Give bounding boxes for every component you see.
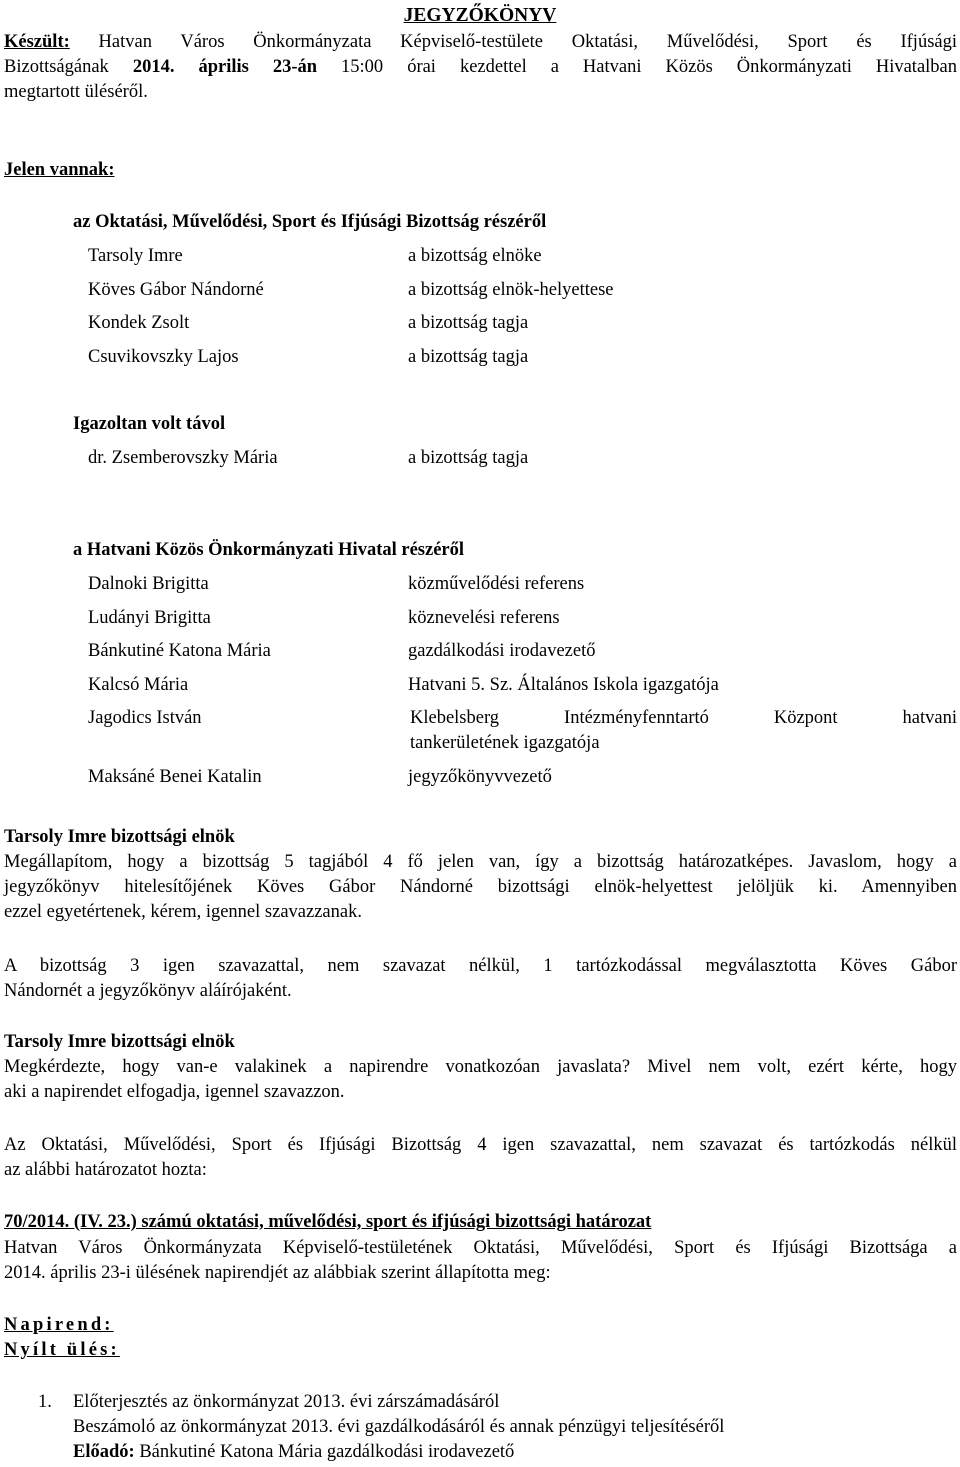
paragraph-3-line: aki a napirendet elfogadja, igennel szavazzon. (4, 1082, 345, 1102)
absent-role: a bizottság tagja (408, 448, 529, 468)
intro-line-1 (4, 30, 957, 55)
document-title: JEGYZŐKÖNYV (403, 5, 557, 26)
intro-text-2b: 15:00 órai kezdettel a Hatvani Közös Önkormányzati Hivatalban (341, 57, 958, 77)
paragraph-2 (4, 954, 957, 1004)
member-role: a bizottság tagja (408, 347, 529, 367)
member-name: Kondek Zsolt (88, 313, 190, 333)
member-role: a bizottság tagja (408, 313, 529, 333)
agenda-item-subtitle: Beszámoló az önkormányzat 2013. évi gazdálkodásáról és annak pénzügyi teljesítéséről (73, 1417, 725, 1437)
intro-line-3: megtartott üléséről. (4, 82, 148, 102)
member-role: a bizottság elnök-helyettese (408, 280, 614, 300)
office-member-name: Ludányi Brigitta (88, 608, 211, 628)
speaker-heading: Tarsoly Imre bizottsági elnök (4, 827, 235, 847)
guest-role-line-2: tankerületének igazgatója (410, 733, 600, 753)
intro-text-1: Hatvan Város Önkormányzata Képviselő-testülete Oktatási, Művelődési, Sport és Ifjúsági (98, 32, 957, 52)
paragraph-4-line: Az Oktatási, Művelődési, Sport és Ifjúsági Bizottság 4 igen szavazattal, nem szavazat és tartózkodás nélkül (4, 1135, 957, 1155)
paragraph-4 (4, 1133, 957, 1183)
office-member-name: Dalnoki Brigitta (88, 574, 209, 594)
guest-role (410, 706, 957, 756)
recorder-role: jegyzőkönyvvezető (408, 767, 552, 787)
agenda-item-presenter (73, 1440, 514, 1465)
resolution-line: 2014. április 23-i ülésének napirendjét az alábbiak szerint állapította meg: (4, 1263, 551, 1283)
paragraph-3-line: Megkérdezte, hogy van-e valakinek a napirendre vonatkozóan javaslata? Mivel nem volt, ezért kérte, hogy (4, 1057, 957, 1077)
intro-label: Készült: (4, 32, 70, 52)
presenter-name: Bánkutiné Katona Mária gazdálkodási irodavezető (139, 1442, 515, 1462)
committee-heading: az Oktatási, Művelődési, Sport és Ifjúsági Bizottság részéről (73, 212, 547, 232)
office-member-name: Bánkutiné Katona Mária (88, 641, 271, 661)
paragraph-3 (4, 1055, 957, 1105)
office-member-role: köznevelési referens (408, 608, 560, 628)
member-name: Tarsoly Imre (88, 246, 183, 266)
resolution-text (4, 1236, 957, 1286)
office-member-role: közművelődési referens (408, 574, 585, 594)
resolution-line: Hatvan Város Önkormányzata Képviselő-testületének Oktatási, Művelődési, Sport és Ifjúsági Bizottsága a (4, 1238, 957, 1258)
paragraph-2-line: Nándornét a jegyzőkönyv aláírójaként. (4, 981, 292, 1001)
meeting-date: 2014. április 23-án (132, 57, 318, 77)
paragraph-2-line: A bizottság 3 igen szavazattal, nem szavazat nélkül, 1 tartózkodással megválasztotta Köves Gábor (4, 956, 957, 976)
office-member-role: Hatvani 5. Sz. Általános Iskola igazgatója (408, 675, 719, 695)
speaker-heading: Tarsoly Imre bizottsági elnök (4, 1032, 235, 1052)
paragraph-4-line: az alábbi határozatot hozta: (4, 1160, 207, 1180)
guest-name: Jagodics István (88, 708, 202, 728)
agenda-item-title: Előterjesztés az önkormányzat 2013. évi zárszámadásáról (73, 1392, 500, 1412)
member-name: Köves Gábor Nándorné (88, 280, 264, 300)
paragraph-1 (4, 850, 957, 925)
member-name: Csuvikovszky Lajos (88, 347, 239, 367)
absent-name: dr. Zsemberovszky Mária (88, 448, 278, 468)
presenter-label: Előadó: (73, 1442, 135, 1462)
office-member-name: Kalcsó Mária (88, 675, 189, 695)
agenda-heading: Napirend: (4, 1315, 114, 1335)
paragraph-1-line: jegyzőkönyv hitelesítőjének Köves Gábor Nándorné bizottsági elnök-helyettest jelöljük ki. Amennyiben (4, 877, 957, 897)
intro-paragraph (4, 30, 957, 105)
guest-role-line-1: Klebelsberg Intézményfenntartó Központ hatvani (410, 708, 957, 728)
office-heading: a Hatvani Közös Önkormányzati Hivatal részéről (73, 540, 465, 560)
office-member-role: gazdálkodási irodavezető (408, 641, 596, 661)
paragraph-1-line: ezzel egyetértenek, kérem, igennel szavazzanak. (4, 902, 362, 922)
intro-text-2a: Bizottságának (4, 57, 109, 77)
open-session-heading: Nyílt ülés: (4, 1340, 120, 1360)
absent-heading: Igazoltan volt távol (73, 414, 226, 434)
intro-line-2 (4, 55, 957, 80)
paragraph-1-line: Megállapítom, hogy a bizottság 5 tagjából 4 fő jelen van, így a bizottság határozatképes. Javaslom, hogy a (4, 852, 957, 872)
present-heading: Jelen vannak: (4, 160, 115, 180)
recorder-name: Maksáné Benei Katalin (88, 767, 262, 787)
agenda-item-number: 1. (38, 1392, 52, 1412)
member-role: a bizottság elnöke (408, 246, 542, 266)
resolution-heading: 70/2014. (IV. 23.) számú oktatási, művelődési, sport és ifjúsági bizottsági határozat (4, 1212, 652, 1232)
